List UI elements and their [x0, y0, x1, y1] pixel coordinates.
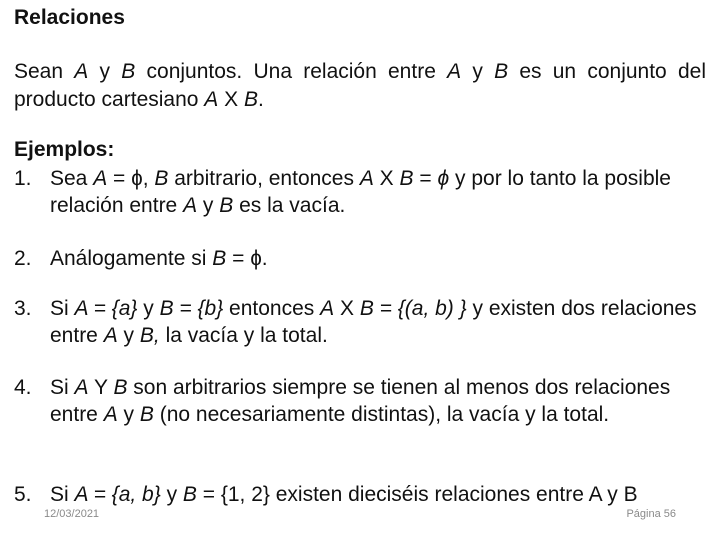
text: Análogamente si	[50, 247, 213, 270]
set-b: B	[212, 247, 227, 270]
set-b: B	[494, 60, 509, 83]
example-item-3	[14, 295, 704, 349]
item-number: 4.	[14, 376, 32, 399]
item-number: 1.	[14, 167, 32, 190]
text: es un conjunto del producto cartesiano	[14, 60, 706, 111]
text: = {1, 2} existen dieciséis relaciones entre A y B	[196, 483, 638, 506]
set-a: A	[183, 194, 198, 217]
item-text	[50, 295, 704, 349]
example-item-1	[14, 165, 704, 219]
item-number: 2.	[14, 247, 32, 270]
text: y existen dos relaciones entre	[50, 297, 697, 347]
set-a-definition: A = {a}	[74, 297, 138, 320]
text: (no necesariamente distintas), la vacía y la total.	[153, 403, 610, 426]
set-b: B	[121, 60, 136, 83]
text: son arbitrarios siempre se tienen al menos dos relaciones entre	[50, 376, 671, 426]
text: .	[258, 88, 264, 111]
set-a: A	[103, 324, 118, 347]
text: y	[160, 483, 183, 506]
item-number: 3.	[14, 297, 32, 320]
footer-date: 12/03/2021	[44, 508, 100, 520]
set-b: B	[219, 194, 234, 217]
text: = ɸ,	[107, 167, 155, 190]
set-b: B,	[139, 324, 160, 347]
set-a: A	[359, 167, 374, 190]
text: y	[117, 324, 140, 347]
set-b: B	[113, 376, 128, 399]
item-number: 5.	[14, 483, 32, 506]
text: conjuntos. Una relación entre	[135, 60, 448, 83]
set-b: B	[139, 403, 154, 426]
text: Si	[50, 483, 75, 506]
slide-title: Relaciones	[14, 6, 125, 29]
set-b-definition: B = {b}	[159, 297, 224, 320]
set-a: A	[320, 297, 335, 320]
set-a: A	[447, 60, 462, 83]
text: =	[413, 167, 438, 190]
item-text	[50, 245, 704, 272]
set-b: B	[154, 167, 169, 190]
set-a-definition: A = {a, b}	[74, 483, 161, 506]
footer-page-number: Página 56	[626, 508, 676, 520]
text: es la vacía.	[233, 194, 346, 217]
text: arbitrario, entonces	[168, 167, 360, 190]
text: la vacía y la total.	[159, 324, 328, 347]
set-a: A	[74, 60, 89, 83]
intro-paragraph	[14, 58, 706, 114]
text: y	[88, 60, 122, 83]
text: X	[218, 88, 244, 111]
item-text	[50, 374, 704, 428]
text: entonces	[223, 297, 321, 320]
set-b: B	[244, 88, 259, 111]
examples-heading: Ejemplos:	[14, 138, 115, 161]
item-text	[50, 165, 704, 219]
example-item-4	[14, 374, 704, 428]
item-text	[50, 481, 704, 508]
text: X	[334, 297, 360, 320]
text: y	[197, 194, 220, 217]
text: Si	[50, 297, 75, 320]
set-a: A	[93, 167, 108, 190]
set-a: A	[204, 88, 219, 111]
text: X	[373, 167, 400, 190]
text: Si	[50, 376, 75, 399]
text: Sean	[14, 60, 75, 83]
set-a: A	[103, 403, 118, 426]
text: y	[461, 60, 495, 83]
text: y	[137, 297, 160, 320]
text: Y	[88, 376, 114, 399]
set-b: B	[182, 483, 197, 506]
empty-set-symbol: ϕ	[437, 167, 450, 190]
set-b: B	[399, 167, 414, 190]
text: Sea	[50, 167, 94, 190]
text: = ɸ.	[226, 247, 268, 270]
example-item-2	[14, 245, 704, 272]
text: y	[117, 403, 140, 426]
text: y por lo tanto la posible relación entre	[50, 167, 671, 217]
set-a: A	[74, 376, 89, 399]
example-item-5	[14, 481, 704, 508]
product-definition: B = {(a, b) }	[359, 297, 467, 320]
